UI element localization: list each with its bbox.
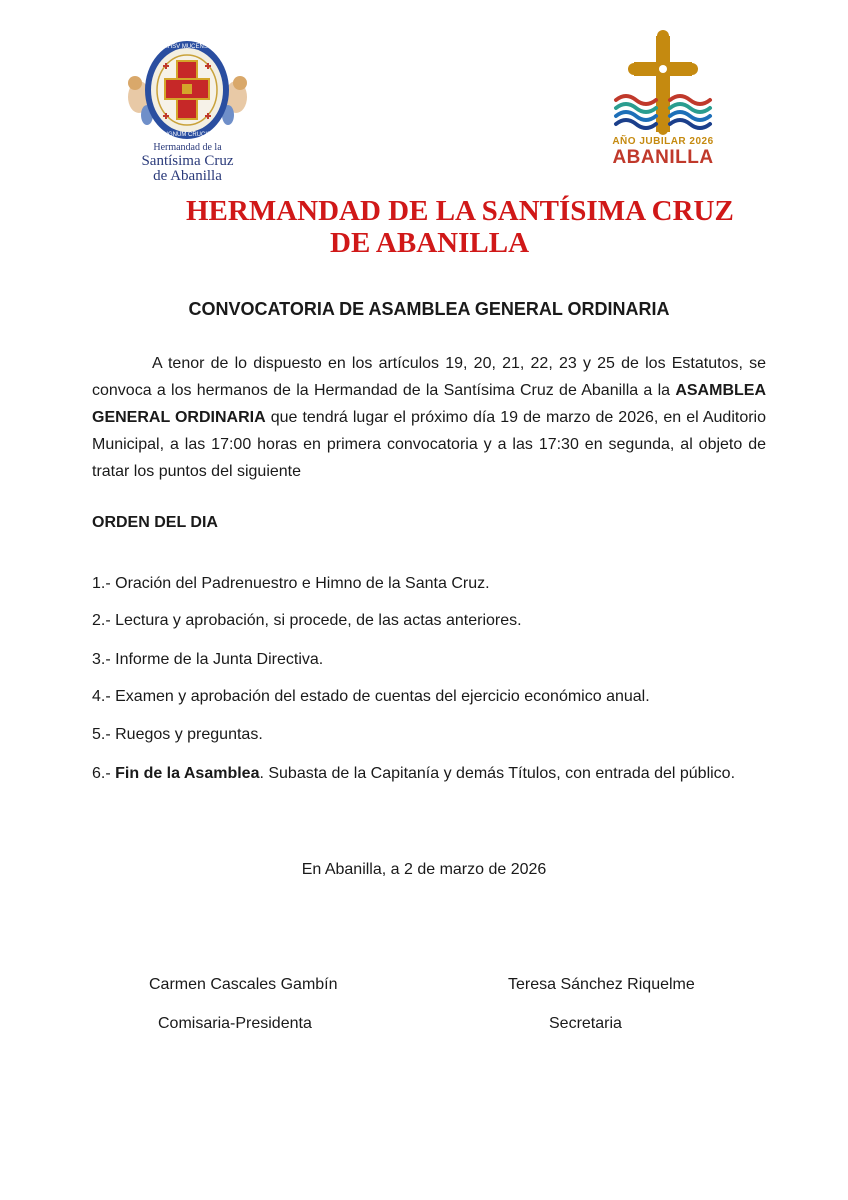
hermandad-emblem-logo	[125, 35, 250, 185]
emblem-caption-line2: Santísima Cruz	[141, 153, 234, 169]
convocation-title: CONVOCATORIA DE ASAMBLEA GENERAL ORDINARIA	[188, 299, 670, 319]
intro-text-bold: ASAMBLEA GENERAL ORDINARIA	[92, 382, 766, 426]
signatory-left-role: Comisaria-Presidenta	[158, 1015, 312, 1032]
organization-title-line2: DE ABANILLA	[330, 227, 530, 259]
emblem-caption-line1: Hermandad de la	[153, 142, 222, 153]
svg-text:IHSV MUCENS: IHSV MUCENS	[166, 44, 208, 50]
agenda-item-6	[92, 762, 772, 786]
emblem-caption-line3: de Abanilla	[153, 168, 222, 184]
organization-title-line1: HERMANDAD DE LA SANTÍSIMA CRUZ	[186, 195, 734, 227]
agenda-item-6-bold: Fin de la Asamblea	[115, 765, 260, 782]
intro-paragraph	[92, 350, 766, 485]
agenda-item-3: 3.- Informe de la Junta Directiva.	[92, 651, 324, 668]
jubilee-town-text: ABANILLA	[612, 147, 714, 168]
agenda-title: ORDEN DEL DIA	[92, 514, 218, 531]
cross-waves-icon	[612, 30, 714, 136]
signatory-right-name: Teresa Sánchez Riquelme	[508, 976, 695, 993]
jubilee-year-text: AÑO JUBILAR 2026	[612, 136, 714, 147]
agenda-item-1: 1.- Oración del Padrenuestro e Himno de la Santa Cruz.	[92, 575, 490, 592]
jubilee-year-logo	[612, 30, 714, 175]
agenda-item-5: 5.- Ruegos y preguntas.	[92, 726, 263, 743]
agenda-item-6-prefix: 6.-	[92, 765, 116, 782]
signatory-right-role: Secretaria	[549, 1015, 622, 1032]
emblem-icon	[125, 35, 250, 143]
intro-text-part2: que tendrá lugar el próximo día 19 de marzo de 2026, en el Auditorio Municipal, a las 17:00 horas en primera convocatoria y a las 17:30 en segunda, al objeto de tratar los puntos del siguiente	[92, 409, 767, 480]
agenda-item-6-rest: . Subasta de la Capitanía y demás Títulos, con entrada del público.	[259, 765, 736, 782]
agenda-item-4: 4.- Examen y aprobación del estado de cuentas del ejercicio económico anual.	[92, 688, 650, 705]
svg-text:LIGNUM CRUCIS: LIGNUM CRUCIS	[162, 132, 212, 138]
intro-text-part1: A tenor de lo dispuesto en los artículos 19, 20, 21, 22, 23 y 25 de los Estatutos, se convoca a los hermanos de la Hermandad de la Santísima Cruz de Abanilla a la	[92, 355, 766, 399]
signatory-left-name: Carmen Cascales Gambín	[149, 976, 338, 993]
place-date: En Abanilla, a 2 de marzo de 2026	[301, 861, 547, 878]
agenda-item-2: 2.- Lectura y aprobación, si procede, de las actas anteriores.	[92, 612, 522, 629]
